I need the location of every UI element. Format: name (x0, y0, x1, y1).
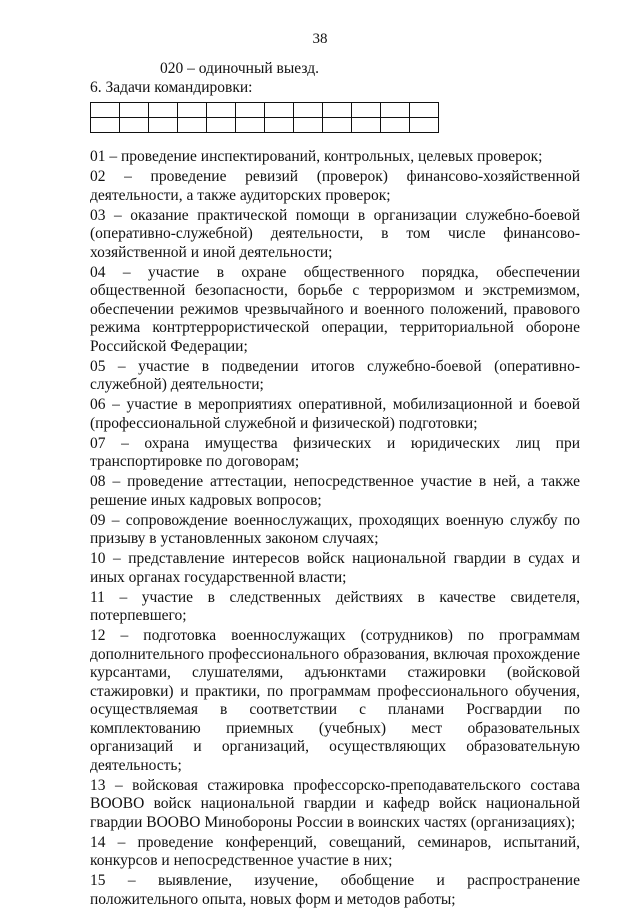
grid-cell (91, 118, 120, 133)
task-item: 15 – выявление, изучение, обобщение и распространение положительного опыта, новых форм и методов работы; (90, 872, 580, 908)
grid-cell (323, 118, 352, 133)
task-item: 08 – проведение аттестации, непосредственное участие в ней, а также решение иных кадровых вопросов; (90, 473, 580, 509)
grid-cell (207, 118, 236, 133)
task-item: 02 – проведение ревизий (проверок) финансово-хозяйственной деятельности, а также аудиторских проверок; (90, 168, 580, 204)
grid-cell (236, 103, 265, 118)
grid-cell (91, 103, 120, 118)
task-item: 04 – участие в охране общественного порядка, обеспечении общественной безопасности, борьбе с терроризмом и экстремизмом, обеспечении режимов чрезвычайного и военного положений, правового режима контртеррористической операции, территориальной обороне Российской Федерации; (90, 263, 580, 355)
grid-cell (149, 118, 178, 133)
grid-cell (207, 103, 236, 118)
task-list (90, 148, 580, 911)
grid-cell (120, 118, 149, 133)
grid-cell (352, 103, 381, 118)
grid-cell (149, 103, 178, 118)
grid-row (91, 103, 439, 118)
grid-cell (381, 103, 410, 118)
grid-cell (265, 103, 294, 118)
grid-cell (178, 103, 207, 118)
task-item: 12 – подготовка военнослужащих (сотрудников) по программам дополнительного профессионального образования, включая прохождение курсантами, слушателями, адъюнктами стажировки (войсковой стажировки) и практики, по программам профессионального обучения, осуществляемая в соответствии с планами Росгвардии по комплектованию приемных (учебных) мест образовательных организаций и организаций, осуществляющих образовательную деятельность; (90, 627, 580, 774)
grid-cell (410, 118, 439, 133)
task-item: 06 – участие в мероприятиях оперативной, мобилизационной и боевой (профессиональной служебной и физической) подготовки; (90, 396, 580, 432)
task-item: 03 – оказание практической помощи в организации служебно-боевой (оперативно-служебной) деятельности, в том числе финансово-хозяйственной и иной деятельности; (90, 206, 580, 261)
code-entry-grid (90, 102, 439, 133)
section-heading: 6. Задачи командировки: (90, 79, 253, 96)
grid-cell (265, 118, 294, 133)
grid-cell (120, 103, 149, 118)
grid-cell (381, 118, 410, 133)
grid-row (91, 118, 439, 133)
task-item: 11 – участие в следственных действиях в качестве свидетеля, потерпевшего; (90, 588, 580, 624)
grid-cell (352, 118, 381, 133)
grid-cell (236, 118, 265, 133)
task-item: 01 – проведение инспектирований, контрольных, целевых проверок; (90, 148, 543, 165)
page-number: 38 (312, 31, 328, 47)
task-item: 05 – участие в подведении итогов служебно-боевой (оперативно-служебной) деятельности; (90, 357, 580, 393)
task-item: 13 – войсковая стажировка профессорско-преподавательского состава ВООВО войск национальной гвардии и кафедр войск национальной гвардии ВООВО Минобороны России в воинских частях (организациях); (90, 776, 580, 831)
grid-cell (323, 103, 352, 118)
task-item: 07 – охрана имущества физических и юридических лиц при транспортировке по договорам; (90, 434, 580, 470)
grid-cell (410, 103, 439, 118)
grid-cell (178, 118, 207, 133)
single-trip-line: 020 – одиночный выезд. (160, 60, 319, 77)
task-item: 10 – представление интересов войск национальной гвардии в судах и иных органах государственной власти; (90, 550, 580, 586)
task-item: 09 – сопровождение военнослужащих, проходящих военную службу по призыву в установленных законом случаях; (90, 511, 580, 547)
grid-cell (294, 103, 323, 118)
grid-cell (294, 118, 323, 133)
task-item: 14 – проведение конференций, совещаний, семинаров, испытаний, конкурсов и непосредственное участие в них; (90, 833, 580, 869)
